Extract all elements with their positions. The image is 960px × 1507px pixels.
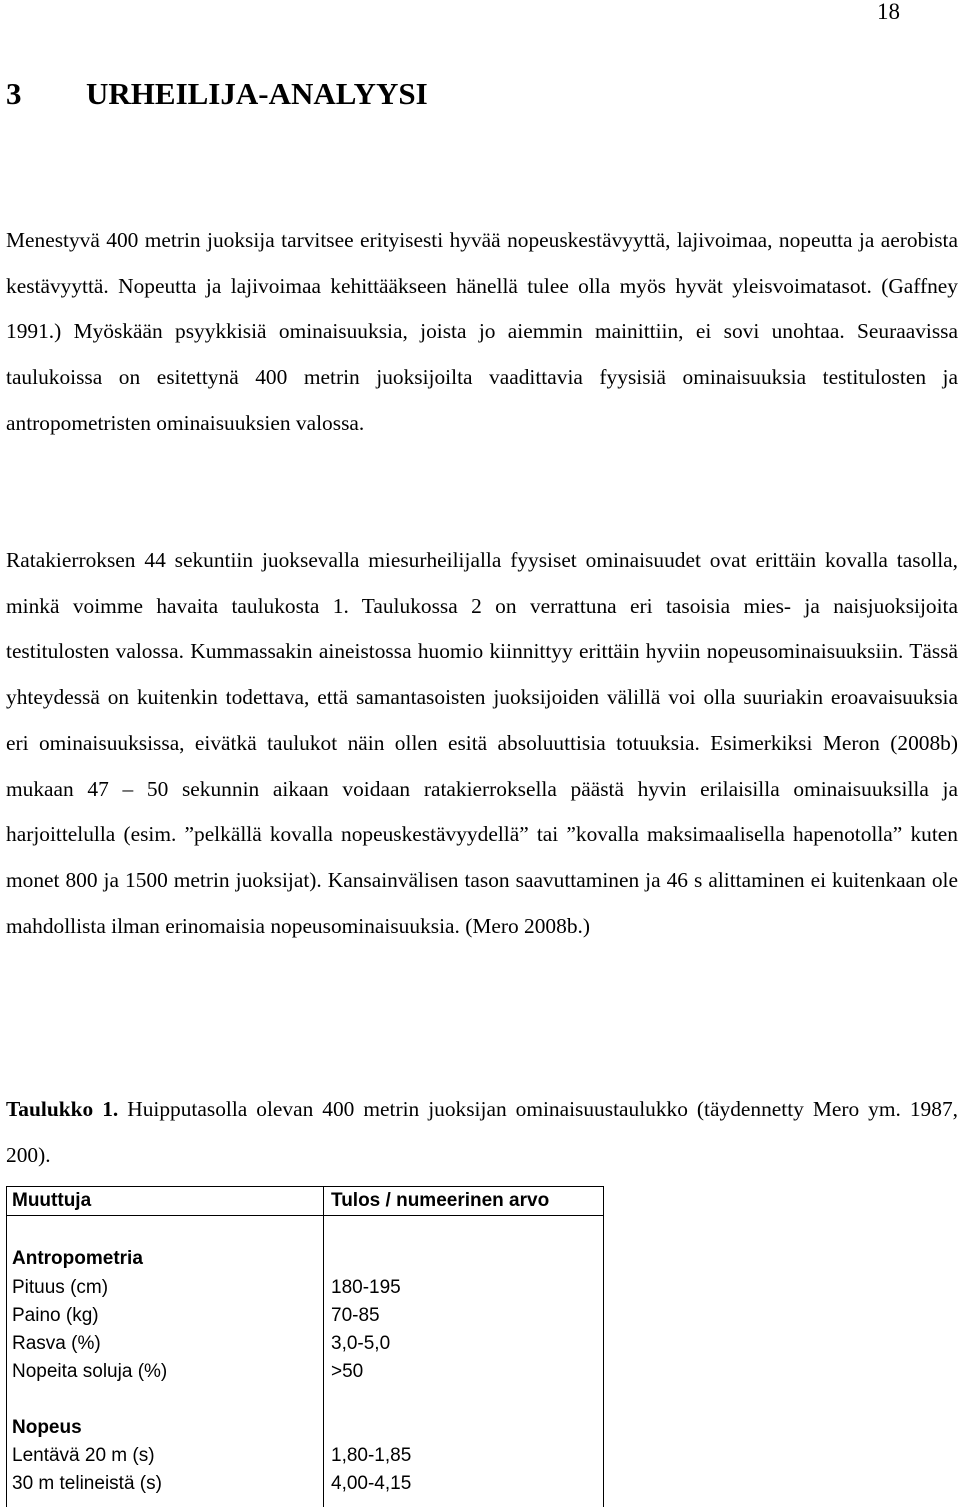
table-row-value: 1,80-1,85 <box>331 1445 412 1466</box>
table-section-title: Nopeus <box>12 1417 82 1438</box>
table-row-value: >50 <box>331 1361 364 1382</box>
table-header-variable: Muuttuja <box>12 1190 92 1211</box>
page-number: 18 <box>877 0 900 24</box>
chapter-heading <box>6 76 428 112</box>
table-header-rule <box>7 1215 603 1216</box>
table-row-value: 3,0-5,0 <box>331 1333 391 1354</box>
table-caption <box>6 1087 958 1178</box>
table-row-value: 70-85 <box>331 1305 380 1326</box>
body-paragraph: Ratakierroksen 44 sekuntiin juoksevalla miesurheilijalla fyysiset ominaisuudet ovat erittäin kovalla tasolla, minkä voimme havaita taulukosta 1. Taulukossa 2 on verrattuna eri tasoisia mies- ja naisjuoksijoita testitulosten valossa. Kummassakin aineistossa huomio kiinnittyy erittäin hyviin nopeusominaisuuksiin. Tässä yhteydessä on kuitenkin todettava, että samantasoisten juoksijoiden välillä voi olla suuriakin eroavaisuuksia eri ominaisuuksissa, eivätkä taulukot näin ollen esitä absoluuttisia totuuksia. Esimerkiksi Meron (2008b) mukaan 47 – 50 sekunnin aikaan voidaan ratakierroksella päästä hyvin erilaisilla ominaisuuksilla ja harjoittelulla (esim. ”pelkällä kovalla nopeuskestävyydellä” tai ”kovalla maksimaalisella hapenotolla” kuten monet 800 ja 1500 metrin juoksijat). Kansainvälisen tason saavuttaminen ja 46 s alittaminen ei kuitenkaan ole mahdollista ilman erinomaisia nopeusominaisuuksia. (Mero 2008b.) <box>6 548 958 938</box>
table-caption-label: Taulukko 1. <box>6 1097 119 1121</box>
table-row-value: 4,00-4,15 <box>331 1473 412 1494</box>
table-row-label: Paino (kg) <box>12 1305 99 1326</box>
table-caption-text: Huipputasolla olevan 400 metrin juoksijan ominaisuustaulukko (täydennetty Mero ym. 1987, 200). <box>6 1097 958 1167</box>
table-header-value: Tulos / numeerinen arvo <box>331 1190 550 1211</box>
table-row-label: Rasva (%) <box>12 1333 101 1354</box>
chapter-title: URHEILIJA-ANALYYSI <box>86 76 428 111</box>
table-row-label: Lentävä 20 m (s) <box>12 1445 155 1466</box>
table-row-label: Pituus (cm) <box>12 1277 109 1298</box>
body-paragraph: Menestyvä 400 metrin juoksija tarvitsee erityisesti hyvää nopeuskestävyyttä, lajivoimaa, nopeutta ja aerobista kestävyyttä. Nopeutta ja lajivoimaa kehittääkseen hänellä tulee olla myös hyvät yleisvoimatasot. (Gaffney 1991.) Myöskään psyykkisiä ominaisuuksia, joista jo aiemmin mainittiin, ei sovi unohtaa. Seuraavissa taulukoissa on esitettynä 400 metrin juoksijoilta vaadittavia fyysisiä ominaisuuksia testitulosten ja antropometristen ominaisuuksien valossa. <box>6 228 958 435</box>
table-row-label: Nopeita soluja (%) <box>12 1361 168 1382</box>
table-row-label: 30 m telineistä (s) <box>12 1473 162 1494</box>
table-section-title: Antropometria <box>12 1248 143 1269</box>
chapter-number: 3 <box>6 76 22 111</box>
table-column-divider <box>323 1187 324 1507</box>
table-row-value: 180-195 <box>331 1277 401 1298</box>
property-table <box>6 1186 604 1507</box>
